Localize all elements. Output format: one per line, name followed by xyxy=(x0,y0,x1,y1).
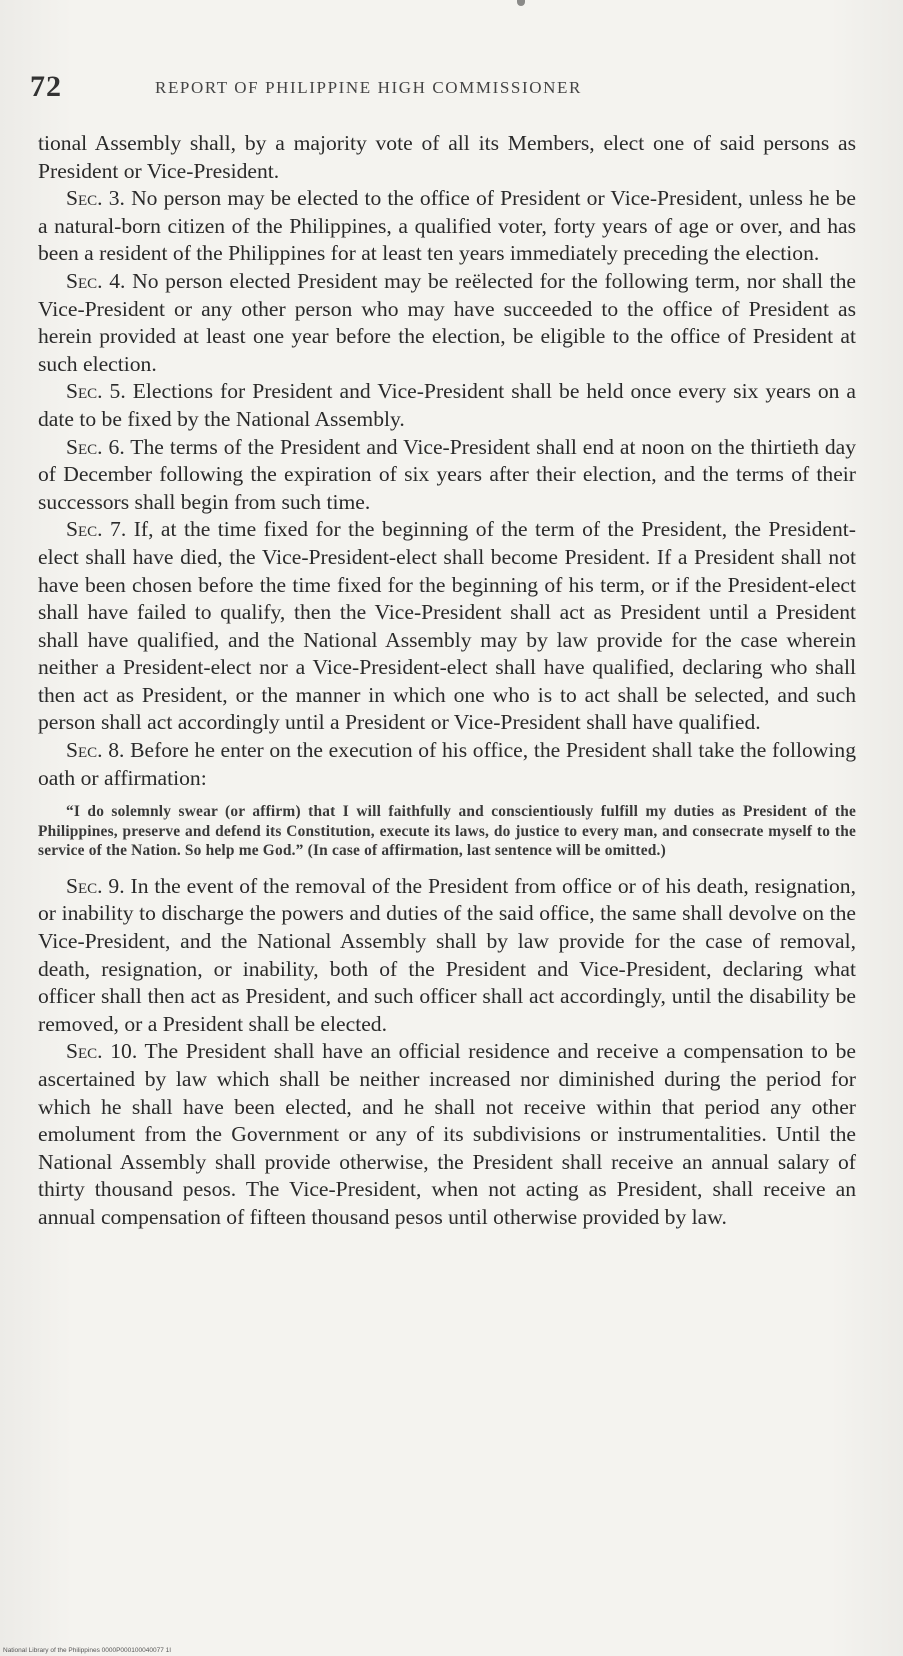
paragraph-text: tional Assembly shall, by a majority vote of all its Members, elect one of said persons as President or Vice-President. xyxy=(38,131,856,183)
section-text: No person may be elected to the office of President or Vice-President, unless he be a natural-born citizen of the Philippines, a qualified voter, forty years of age or over, and has been a resident of the Philippines for at least ten years immediately preceding the election. xyxy=(38,186,856,266)
page-number: 72 xyxy=(30,70,62,103)
section-3 xyxy=(38,185,856,268)
section-label: Sec. 10. xyxy=(66,1039,138,1064)
section-9 xyxy=(38,873,856,1039)
section-text: Elections for President and Vice-President shall be held once every six years on a date to be fixed by the National Assembly. xyxy=(38,379,856,431)
section-8 xyxy=(38,737,856,792)
section-text: If, at the time fixed for the beginning of the term of the President, the President-elect shall have died, the Vice-President-elect shall become President. If a President shall not have been chosen before the time fixed for the beginning of his term, or if the President-elect shall have failed to qualify, then the Vice-President shall act as President until a President shall have qualified, and the National Assembly may by law provide for the case wherein neither a President-elect nor a Vice-President-elect shall have qualified, declaring who shall then act as President, or the manner in which one who is to act shall be selected, and such person shall act accordingly until a President or Vice-President shall have qualified. xyxy=(38,517,856,735)
section-text: The terms of the President and Vice-President shall end at noon on the thirtieth day of December following the expiration of six years after their election, and the terms of their successors shall begin from such time. xyxy=(38,434,856,514)
section-text: No person elected President may be reëlected for the following term, nor shall the Vice-President or any other person who may have succeeded to the office of President as herein provided at least one year before the election, be eligible to the office of President at such election. xyxy=(38,268,856,376)
section-6 xyxy=(38,434,856,517)
scan-blemish xyxy=(517,0,525,6)
section-label: Sec. 3. xyxy=(66,186,125,211)
section-label: Sec. 9. xyxy=(66,873,125,898)
section-label: Sec. 7. xyxy=(66,517,127,542)
section-label: Sec. 4. xyxy=(66,268,126,293)
section-label: Sec. 6. xyxy=(66,434,125,459)
section-label: Sec. 8. xyxy=(66,738,125,763)
section-label: Sec. 5. xyxy=(66,379,126,404)
scan-footer: National Library of the Philippines 0000P000100040077 1I xyxy=(3,1647,172,1654)
section-text: In the event of the removal of the President from office or of his death, resignation, or inability to discharge the powers and duties of the said office, the same shall devolve on the Vice-President, and the National Assembly shall by law provide for the case of removal, death, resignation, or inability, both of the President and Vice-President, declaring what officer shall then act as President, and such officer shall act accordingly, until the disability be removed, or a President shall be elected. xyxy=(38,873,856,1036)
oath-quotation: “I do solemnly swear (or affirm) that I will faithfully and conscientiously fulfill my duties as President of the Philippines, preserve and defend its Constitution, execute its laws, do justice to every man, and consecrate myself to the service of the Nation. So help me God.” (In case of affirmation, last sentence will be omitted.) xyxy=(38,803,856,860)
section-4 xyxy=(38,268,856,378)
page-body xyxy=(38,130,856,1550)
section-text: The President shall have an official residence and receive a compensation to be ascertained by law which shall be neither increased nor diminished during the period for which he shall have been elected, and he shall not receive within that period any other emolument from the Government or any of its subdivisions or instrumentalities. Until the National Assembly shall provide otherwise, the President shall receive an annual salary of thirty thousand pesos. The Vice-President, when not acting as President, shall receive an annual compensation of fifteen thousand pesos until otherwise provided by law. xyxy=(38,1039,856,1229)
section-10 xyxy=(38,1038,856,1231)
page-header xyxy=(30,70,860,114)
paragraph-continued xyxy=(38,130,856,185)
running-head: REPORT OF PHILIPPINE HIGH COMMISSIONER xyxy=(155,78,582,97)
section-text: Before he enter on the execution of his office, the President shall take the following oath or affirmation: xyxy=(38,738,856,790)
section-5 xyxy=(38,378,856,433)
section-7 xyxy=(38,516,856,737)
